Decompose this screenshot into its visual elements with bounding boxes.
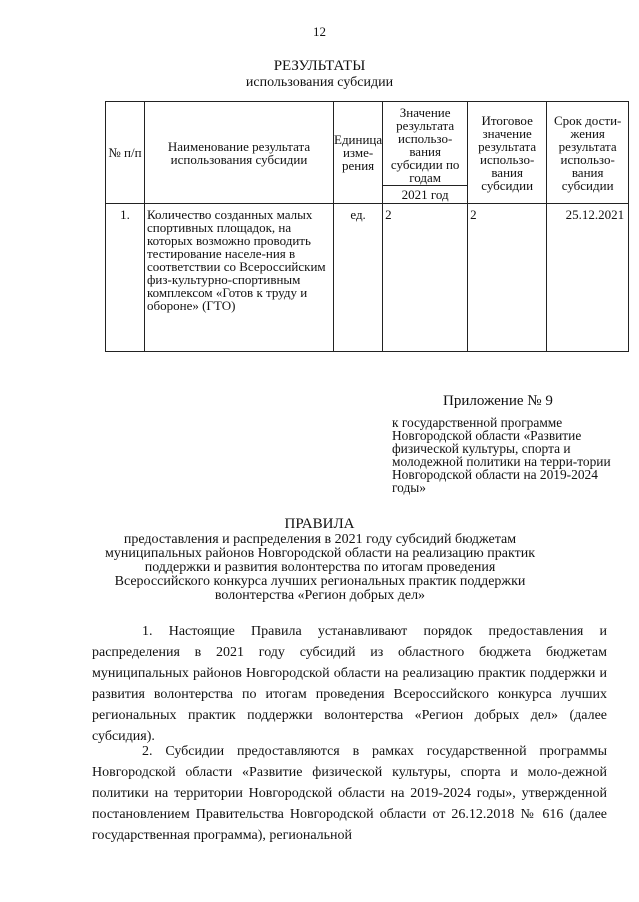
appendix-title: Приложение № 9 (443, 393, 553, 409)
row-deadline: 25.12.2021 (547, 204, 629, 352)
paragraph-1: 1. Настоящие Правила устанавливают порядок предоставления и распределения в 2021 году субсидий из областного бюджета бюджетам муниципальных районов Новгородской области на реализацию практик поддержки и развития волонтерства по итогам проведения Всероссийского конкурса лучших региональных практик поддержки волонтерства «Регион добрых дел» (далее субсидия). (92, 624, 607, 744)
page-number: 12 (313, 24, 326, 39)
results-title: РЕЗУЛЬТАТЫ (273, 58, 366, 74)
row-value: 2 (383, 204, 468, 352)
results-table (105, 101, 629, 352)
header-name: Наименование результата использования субсидии (145, 102, 334, 204)
row-num: 1. (106, 204, 145, 352)
rules-title: ПРАВИЛА (284, 516, 355, 532)
header-unit: Единица изме-рения (334, 102, 383, 204)
table-row (106, 204, 629, 352)
header-value: Значение результата использо-вания субсидии по годам (383, 102, 468, 186)
header-deadline: Срок дости-жения результата использо-вания субсидии (547, 102, 629, 204)
header-year: 2021 год (383, 186, 468, 204)
table-header-row (106, 102, 629, 186)
row-name: Количество созданных малых спортивных площадок, на которых возможно проводить тестирование населе-ния в соответствии со Всероссийским физ-культурно-спортивным комплексом «Готов к труду и обороне» (ГТО) (145, 204, 334, 352)
row-unit: ед. (334, 204, 383, 352)
row-total: 2 (468, 204, 547, 352)
paragraph-2: 2. Субсидии предоставляются в рамках государственной программы Новгородской области «Развитие физической культуры, спорта и моло-дежной политики на территории Новгородской области на 2019-2024 годы», утвержденной постановлением Правительства Новгородской области от 26.12.2018 № 616 (далее государственная программа), региональной (92, 744, 607, 843)
header-num: № п/п (106, 102, 145, 204)
appendix-text: к государственной программе Новгородской области «Развитие физической культуры, спорта и молодежной политики на терри-тории Новгородской области на 2019-2024 годы» (392, 415, 611, 495)
header-total: Итоговое значение результата использо-вания субсидии (468, 102, 547, 204)
rules-subtitle: предоставления и распределения в 2021 году субсидий бюджетам муниципальных районов Новгородской области на реализацию практик поддержки и развития волонтерства по итогам проведения Всероссийского конкурса лучших региональных практик поддержки волонтерства «Регион добрых дел» (105, 532, 535, 603)
results-subtitle: использования субсидии (245, 75, 394, 90)
